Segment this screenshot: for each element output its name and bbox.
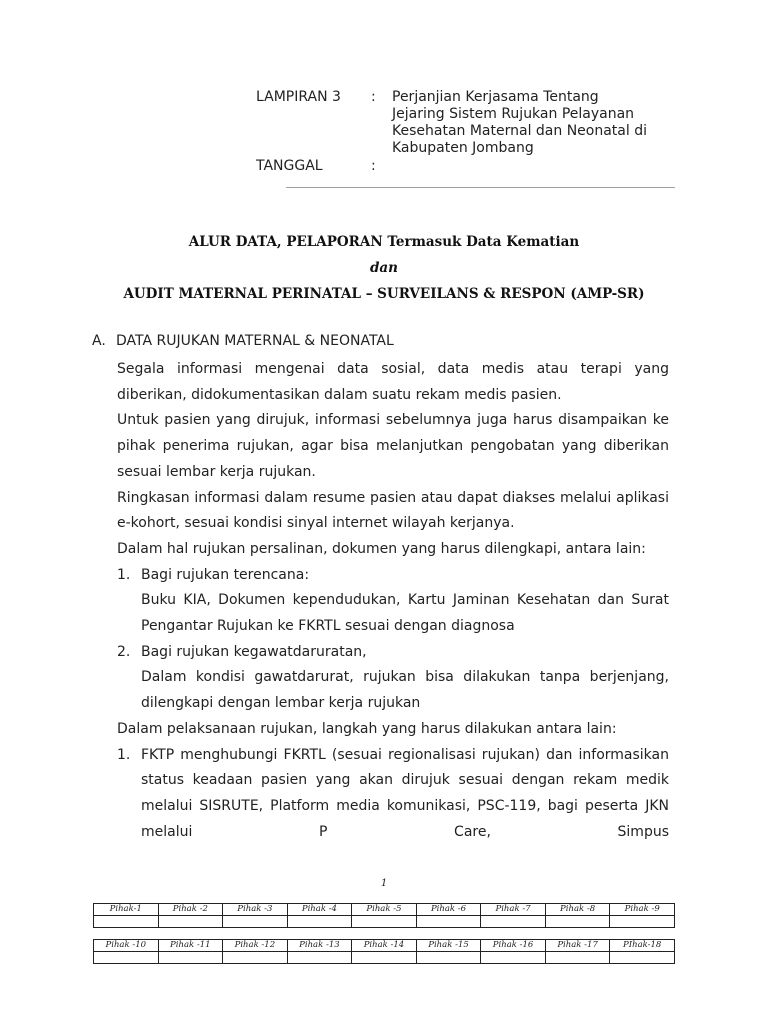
signature-cell bbox=[481, 916, 546, 928]
paragraph: Untuk pasien yang dirujuk, informasi sebelumnya juga harus disampaikan ke pihak penerima rujukan, agar bisa melanjutkan pengobatan yang diberikan sesuai lembar kerja rujukan. bbox=[117, 412, 669, 480]
list-item-title: Bagi rujukan terencana: bbox=[141, 566, 310, 583]
title-bold-part: ALUR DATA, PELAPORAN bbox=[188, 234, 383, 250]
signature-cell bbox=[481, 952, 546, 964]
signature-label-row bbox=[94, 940, 675, 952]
signature-cell bbox=[223, 916, 288, 928]
list-item-body: FKTP menghubungi FKRTL (sesuai regionalisasi rujukan) dan informasikan status keadaan pasien yang akan dirujuk sesuai dengan rekam medik melalui SISRUTE, Platform media komunikasi, PSC-119, bagi peserta JKN melalui P Care, Simpus bbox=[141, 746, 669, 840]
list-item bbox=[117, 563, 669, 640]
signature-label: Pihak -4 bbox=[287, 904, 352, 916]
signature-cell bbox=[158, 952, 223, 964]
signature-label: Pihak -13 bbox=[287, 940, 352, 952]
lampiran-description bbox=[392, 89, 692, 157]
signature-label: Pihak -16 bbox=[481, 940, 546, 952]
signature-cell bbox=[545, 916, 610, 928]
signature-label: Pihak -6 bbox=[416, 904, 481, 916]
signature-cell bbox=[416, 916, 481, 928]
signature-cell bbox=[416, 952, 481, 964]
signature-cell bbox=[287, 916, 352, 928]
section-label: A. bbox=[92, 333, 106, 349]
list-item bbox=[117, 640, 669, 717]
signature-cell bbox=[223, 952, 288, 964]
signature-cell bbox=[610, 916, 675, 928]
paragraph: Ringkasan informasi dalam resume pasien atau dapat diakses melalui aplikasi e-kohort, sesuai kondisi sinyal internet wilayah kerjanya. bbox=[117, 489, 669, 532]
list-item-body: Buku KIA, Dokumen kependudukan, Kartu Jaminan Kesehatan dan Surat Pengantar Rujukan ke FKRTL sesuai dengan diagnosa bbox=[141, 592, 669, 635]
paragraph: Dalam pelaksanaan rujukan, langkah yang harus dilakukan antara lain: bbox=[117, 720, 617, 737]
lampiran-line: Jejaring Sistem Rujukan Pelayanan bbox=[392, 106, 635, 122]
signature-cell bbox=[287, 952, 352, 964]
section-a-body bbox=[117, 357, 669, 845]
signature-label: Pihak -2 bbox=[158, 904, 223, 916]
section-title: DATA RUJUKAN MATERNAL & NEONATAL bbox=[116, 333, 394, 349]
signature-table-2 bbox=[93, 939, 675, 964]
lampiran-line: Kabupaten Jombang bbox=[392, 140, 534, 156]
tanggal-label: TANGGAL bbox=[256, 158, 323, 174]
signature-blank-row bbox=[94, 916, 675, 928]
paragraph: Dalam hal rujukan persalinan, dokumen yang harus dilengkapi, antara lain: bbox=[117, 540, 646, 557]
signature-label: Pihak -9 bbox=[610, 904, 675, 916]
signature-label: Pihak -14 bbox=[352, 940, 417, 952]
signature-label: Pihak -8 bbox=[545, 904, 610, 916]
signature-label: Pihak -15 bbox=[416, 940, 481, 952]
signature-label: Pihak-1 bbox=[94, 904, 159, 916]
signature-label-row bbox=[94, 904, 675, 916]
signature-cell bbox=[158, 916, 223, 928]
lampiran-line: Perjanjian Kerjasama Tentang bbox=[392, 89, 599, 105]
signature-label: Pihak -10 bbox=[94, 940, 159, 952]
document-subtitle: AUDIT MATERNAL PERINATAL – SURVEILANS & RESPON (AMP-SR) bbox=[123, 286, 645, 302]
list-item bbox=[117, 743, 669, 846]
signature-label: Pihak -17 bbox=[545, 940, 610, 952]
signature-label: Pihak -5 bbox=[352, 904, 417, 916]
page-number: 1 bbox=[380, 878, 388, 889]
signature-cell bbox=[610, 952, 675, 964]
tanggal-colon: : bbox=[371, 158, 376, 174]
lampiran-label: LAMPIRAN 3 bbox=[256, 89, 341, 105]
document-title bbox=[0, 234, 768, 250]
signature-cell bbox=[94, 952, 159, 964]
paragraph: Segala informasi mengenai data sosial, data medis atau terapi yang diberikan, didokumentasikan dalam suatu rekam medis pasien. bbox=[117, 361, 669, 403]
tanggal-underline bbox=[286, 187, 675, 188]
list-number: 1. bbox=[117, 566, 131, 583]
title-rest-part: Termasuk Data Kematian bbox=[382, 234, 580, 250]
signature-cell bbox=[352, 916, 417, 928]
list-number: 1. bbox=[117, 746, 131, 763]
signature-cell bbox=[94, 916, 159, 928]
lampiran-colon: : bbox=[371, 89, 376, 105]
signature-label: Pihak -12 bbox=[223, 940, 288, 952]
signature-label: Pihak -3 bbox=[223, 904, 288, 916]
signature-label: Pihak -11 bbox=[158, 940, 223, 952]
title-connector: dan bbox=[369, 260, 398, 276]
list-number: 2. bbox=[117, 643, 131, 660]
list-item-body: Dalam kondisi gawatdarurat, rujukan bisa dilakukan tanpa berjenjang, dilengkapi dengan lembar kerja rujukan bbox=[141, 669, 669, 712]
signature-table-1 bbox=[93, 903, 675, 928]
signature-label: Pihak -7 bbox=[481, 904, 546, 916]
signature-label: PIhak-18 bbox=[610, 940, 675, 952]
signature-cell bbox=[545, 952, 610, 964]
list-item-title: Bagi rujukan kegawatdaruratan, bbox=[141, 643, 367, 660]
signature-blank-row bbox=[94, 952, 675, 964]
signature-cell bbox=[352, 952, 417, 964]
lampiran-line: Kesehatan Maternal dan Neonatal di bbox=[392, 123, 647, 139]
